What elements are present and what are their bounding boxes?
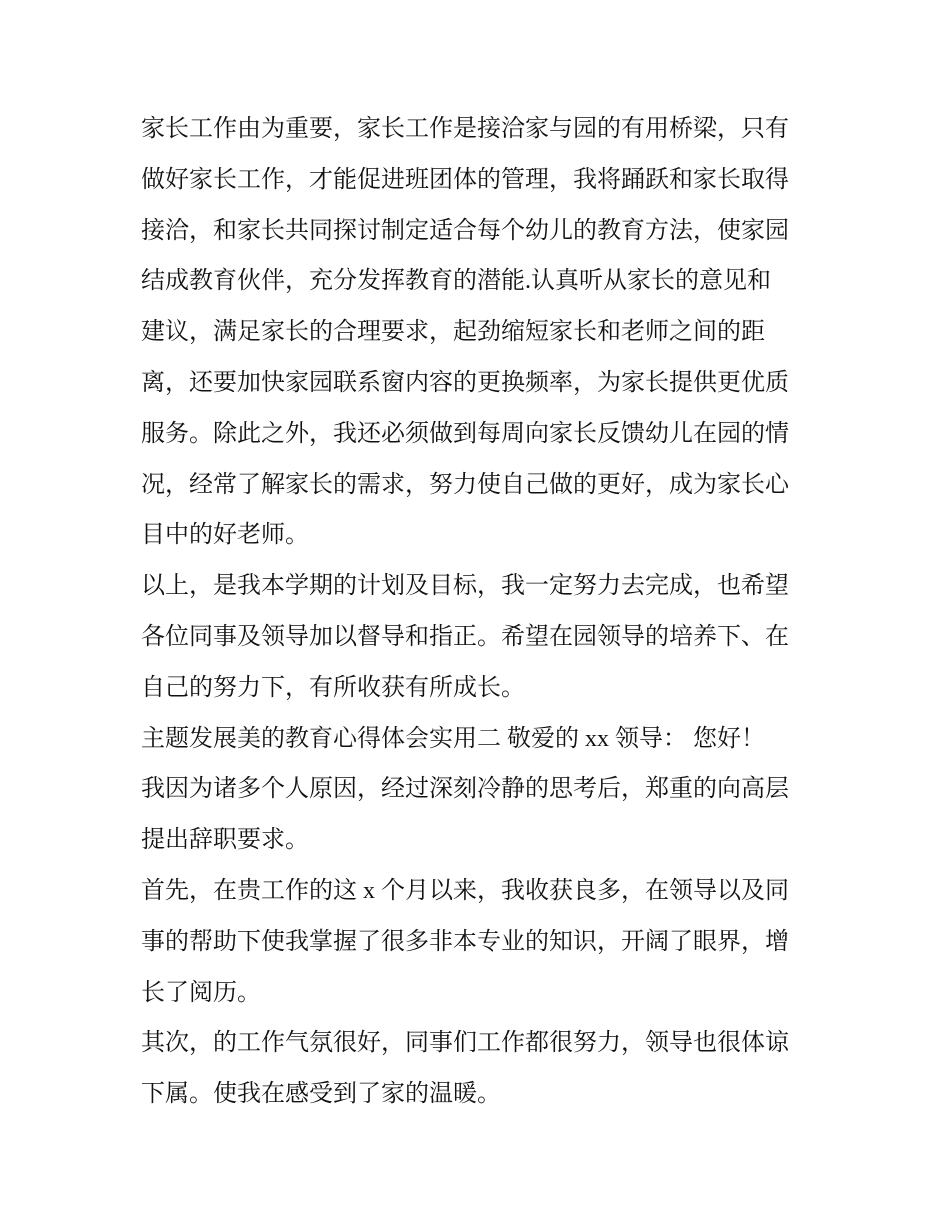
text-line: 提出辞职要求。 (141, 827, 309, 854)
text-line: 做好家长工作，才能促进班团体的管理，我将踊跃和家长取得 (141, 166, 789, 193)
text-line: 我因为诸多个人原因，经过深刻冷静的思考后，郑重的向高层 (141, 776, 789, 803)
text-line: 各位同事及领导加以督导和指正。希望在园领导的培养下、在 (141, 623, 789, 650)
text-line: 离，还要加快家园联系窗内容的更换频率，为家长提供更优质 (141, 369, 789, 396)
text-line: 其次，的工作气氛很好，同事们工作都很努力，领导也很体谅 (141, 1030, 789, 1057)
text-line: 接洽，和家长共同探讨制定适合每个幼儿的教育方法，使家园 (141, 217, 789, 244)
text-line: 下属。使我在感受到了家的温暖。 (141, 1081, 501, 1108)
text-line: 以上，是我本学期的计划及目标，我一定努力去完成，也希望 (141, 573, 789, 600)
text-line: 自己的努力下，有所收获有所成长。 (141, 674, 525, 701)
text-line: 结成教育伙伴，充分发挥教育的潜能.认真听从家长的意见和 (141, 268, 771, 295)
text-line: 服务。除此之外，我还必须做到每周向家长反馈幼儿在园的情 (141, 420, 789, 447)
text-line: 主题发展美的教育心得体会实用二 敬爱的 xx 领导： 您好！ (141, 725, 765, 752)
text-line: 况，经常了解家长的需求，努力使自己做的更好，成为家长心 (141, 471, 789, 498)
text-line: 家长工作由为重要，家长工作是接洽家与园的有用桥梁，只有 (141, 116, 789, 142)
text-line: 建议，满足家长的合理要求，起劲缩短家长和老师之间的距 (141, 319, 765, 346)
text-line: 目中的好老师。 (141, 522, 309, 549)
document-body (141, 104, 821, 1120)
text-line: 首先，在贵工作的这 x 个月以来，我收获良多，在领导以及同 (141, 877, 789, 904)
text-line: 事的帮助下使我掌握了很多非本专业的知识，开阔了眼界，增 (141, 928, 789, 955)
text-line: 长了阅历。 (141, 979, 261, 1006)
